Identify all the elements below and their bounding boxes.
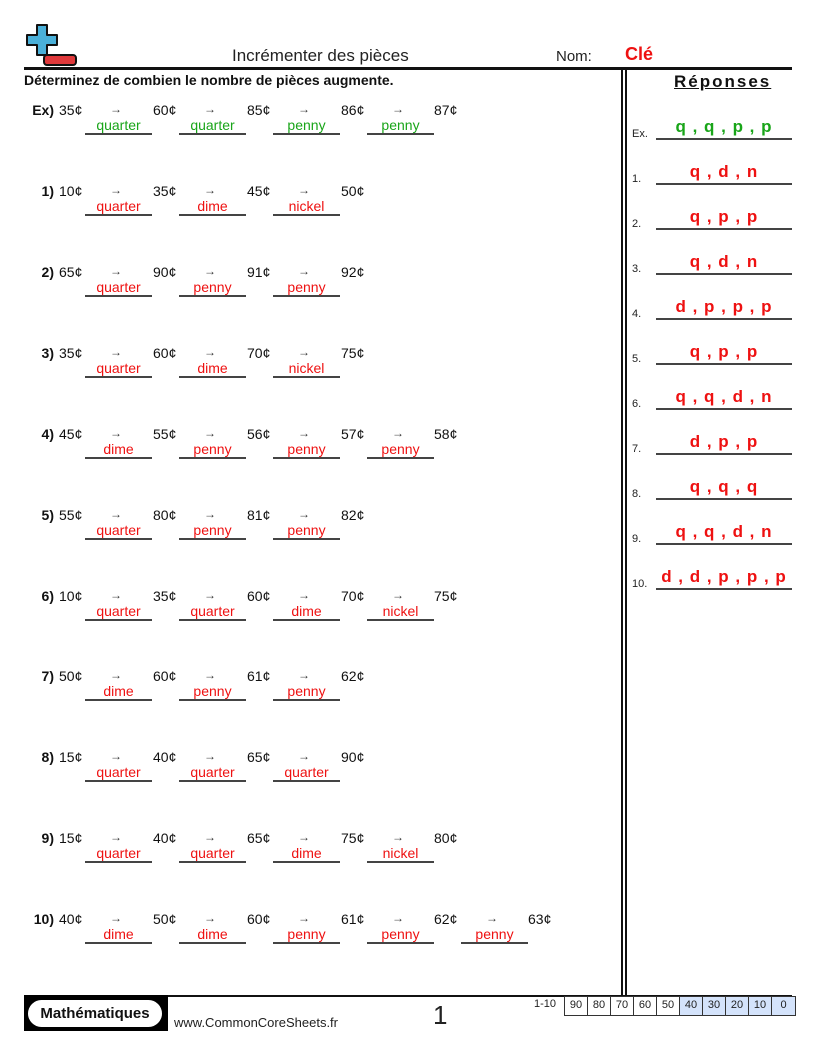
arrow-right-icon: → xyxy=(298,911,310,925)
answer-number: 4. xyxy=(632,308,642,320)
score-cell: 40 xyxy=(680,997,703,1015)
amount-value: 61¢ xyxy=(247,668,271,684)
arrow-right-icon: → xyxy=(110,426,122,440)
arrow-right-icon: → xyxy=(110,264,122,278)
coin-answer-blank[interactable]: dime xyxy=(179,360,246,378)
name-label: Nom: xyxy=(556,48,592,65)
arrow-right-icon: → xyxy=(486,911,498,925)
arrow-right-icon: → xyxy=(110,830,122,844)
score-cell: 10 xyxy=(749,997,772,1015)
coin-answer-blank[interactable]: dime xyxy=(179,926,246,944)
amount-value: 87¢ xyxy=(434,102,458,118)
answer-row xyxy=(632,116,792,140)
answer-number: 7. xyxy=(632,443,642,455)
coin-answer-blank[interactable]: penny xyxy=(179,522,246,540)
arrow-right-icon: → xyxy=(298,830,310,844)
amount-value: 91¢ xyxy=(247,264,271,280)
arrow-right-icon: → xyxy=(110,345,122,359)
arrow-right-icon: → xyxy=(298,668,310,682)
answer-row xyxy=(632,521,792,545)
amount-value: 56¢ xyxy=(247,426,271,442)
score-cell: 20 xyxy=(726,997,749,1015)
amount-value: 35¢ xyxy=(59,102,83,118)
problem-row xyxy=(0,911,620,971)
problem-number: 10) xyxy=(33,911,54,927)
amount-value: 63¢ xyxy=(528,911,552,927)
amount-value: 65¢ xyxy=(247,830,271,846)
arrow-right-icon: → xyxy=(298,426,310,440)
arrow-right-icon: → xyxy=(204,183,216,197)
answer-value[interactable]: q , q , d , n xyxy=(656,523,792,545)
answer-row xyxy=(632,431,792,455)
problem-number: 6) xyxy=(41,588,54,604)
amount-value: 40¢ xyxy=(153,749,177,765)
arrow-right-icon: → xyxy=(392,830,404,844)
answer-row xyxy=(632,386,792,410)
coin-answer-blank[interactable]: quarter xyxy=(179,117,246,135)
coin-answer-blank[interactable]: penny xyxy=(273,279,340,297)
problem-row xyxy=(0,588,620,648)
coin-answer-blank[interactable]: quarter xyxy=(85,198,152,216)
score-cell: 80 xyxy=(588,997,611,1015)
example-problem xyxy=(0,102,620,162)
amount-value: 60¢ xyxy=(153,668,177,684)
arrow-right-icon: → xyxy=(298,507,310,521)
amount-value: 50¢ xyxy=(341,183,365,199)
score-range-label: 1-10 xyxy=(534,998,557,1010)
amount-value: 57¢ xyxy=(341,426,365,442)
answer-value[interactable]: d , d , p , p , p xyxy=(656,568,792,590)
arrow-right-icon: → xyxy=(392,588,404,602)
amount-value: 35¢ xyxy=(153,588,177,604)
answers-title: Réponses xyxy=(674,72,772,91)
answer-row xyxy=(632,296,792,320)
coin-answer-blank[interactable]: dime xyxy=(85,926,152,944)
arrow-right-icon: → xyxy=(392,911,404,925)
arrow-right-icon: → xyxy=(392,102,404,116)
problem-number: 9) xyxy=(41,830,54,846)
amount-value: 58¢ xyxy=(434,426,458,442)
amount-value: 10¢ xyxy=(59,588,83,604)
coin-answer-blank[interactable]: quarter xyxy=(273,764,340,782)
arrow-right-icon: → xyxy=(110,668,122,682)
site-url: www.CommonCoreSheets.fr xyxy=(174,1015,338,1030)
problem-row xyxy=(0,830,620,890)
answer-value[interactable]: d , p , p xyxy=(656,433,792,455)
amount-value: 50¢ xyxy=(59,668,83,684)
arrow-right-icon: → xyxy=(204,668,216,682)
amount-value: 70¢ xyxy=(341,588,365,604)
arrow-right-icon: → xyxy=(298,102,310,116)
coin-answer-blank[interactable]: penny xyxy=(461,926,528,944)
page-number: 1 xyxy=(433,1000,448,1030)
arrow-right-icon: → xyxy=(204,588,216,602)
amount-value: 60¢ xyxy=(247,911,271,927)
arrow-right-icon: → xyxy=(204,911,216,925)
arrow-right-icon: → xyxy=(110,507,122,521)
column-divider xyxy=(621,67,627,997)
answer-value[interactable]: q , q , d , n xyxy=(656,388,792,410)
arrow-right-icon: → xyxy=(298,345,310,359)
coin-answer-blank[interactable]: quarter xyxy=(85,764,152,782)
problem-row xyxy=(0,507,620,567)
amount-value: 82¢ xyxy=(341,507,365,523)
coin-answer-blank[interactable]: quarter xyxy=(85,360,152,378)
arrow-right-icon: → xyxy=(110,183,122,197)
coin-answer-blank[interactable]: dime xyxy=(85,683,152,701)
answer-row xyxy=(632,566,792,590)
problem-number: 3) xyxy=(41,345,54,361)
arrow-right-icon: → xyxy=(110,588,122,602)
answer-number: 2. xyxy=(632,218,642,230)
amount-value: 40¢ xyxy=(153,830,177,846)
amount-value: 90¢ xyxy=(341,749,365,765)
instructions: Déterminez de combien le nombre de pièces augmente. xyxy=(24,72,394,88)
arrow-right-icon: → xyxy=(110,102,122,116)
score-cell: 70 xyxy=(611,997,634,1015)
amount-value: 75¢ xyxy=(434,588,458,604)
problem-number: Ex) xyxy=(32,102,54,118)
amount-value: 65¢ xyxy=(59,264,83,280)
amount-value: 70¢ xyxy=(247,345,271,361)
coin-answer-blank[interactable]: quarter xyxy=(179,845,246,863)
brand-label: Mathématiques xyxy=(28,1000,162,1027)
amount-value: 62¢ xyxy=(341,668,365,684)
coin-answer-blank[interactable]: penny xyxy=(179,441,246,459)
score-cell: 50 xyxy=(657,997,680,1015)
amount-value: 60¢ xyxy=(153,345,177,361)
amount-value: 60¢ xyxy=(153,102,177,118)
amount-value: 35¢ xyxy=(153,183,177,199)
arrow-right-icon: → xyxy=(204,426,216,440)
coin-answer-blank[interactable]: penny xyxy=(367,117,434,135)
coin-answer-blank[interactable]: quarter xyxy=(85,117,152,135)
arrow-right-icon: → xyxy=(204,264,216,278)
coin-answer-blank[interactable]: quarter xyxy=(179,603,246,621)
problem-row xyxy=(0,749,620,809)
header-rule xyxy=(24,67,792,70)
arrow-right-icon: → xyxy=(298,588,310,602)
amount-value: 65¢ xyxy=(247,749,271,765)
arrow-right-icon: → xyxy=(110,749,122,763)
arrow-right-icon: → xyxy=(298,183,310,197)
answer-number: Ex. xyxy=(632,128,648,140)
problem-number: 7) xyxy=(41,668,54,684)
answer-row xyxy=(632,476,792,500)
amount-value: 15¢ xyxy=(59,830,83,846)
score-table xyxy=(564,996,796,1016)
amount-value: 40¢ xyxy=(59,911,83,927)
answer-value[interactable]: q , d , n xyxy=(656,163,792,185)
amount-value: 86¢ xyxy=(341,102,365,118)
coin-answer-blank[interactable]: nickel xyxy=(273,360,340,378)
amount-value: 50¢ xyxy=(153,911,177,927)
amount-value: 45¢ xyxy=(247,183,271,199)
score-cell: 90 xyxy=(565,997,588,1015)
amount-value: 15¢ xyxy=(59,749,83,765)
coin-answer-blank[interactable]: quarter xyxy=(85,279,152,297)
coin-answer-blank[interactable]: penny xyxy=(179,683,246,701)
coin-answer-blank[interactable]: dime xyxy=(85,441,152,459)
answer-value[interactable]: q , p , p xyxy=(656,208,792,230)
problem-row xyxy=(0,183,620,243)
problem-row xyxy=(0,345,620,405)
arrow-right-icon: → xyxy=(392,426,404,440)
answer-value[interactable]: q , p , p xyxy=(656,343,792,365)
score-cell: 30 xyxy=(703,997,726,1015)
problem-number: 8) xyxy=(41,749,54,765)
plus-minus-logo-icon xyxy=(24,24,80,66)
answer-row xyxy=(632,341,792,365)
arrow-right-icon: → xyxy=(204,102,216,116)
arrow-right-icon: → xyxy=(204,345,216,359)
coin-answer-blank[interactable]: nickel xyxy=(367,845,434,863)
coin-answer-blank[interactable]: quarter xyxy=(85,845,152,863)
coin-answer-blank[interactable]: quarter xyxy=(85,522,152,540)
arrow-right-icon: → xyxy=(204,507,216,521)
coin-answer-blank[interactable]: dime xyxy=(273,845,340,863)
amount-value: 75¢ xyxy=(341,830,365,846)
answer-row xyxy=(632,206,792,230)
coin-answer-blank[interactable]: penny xyxy=(273,522,340,540)
problem-number: 2) xyxy=(41,264,54,280)
amount-value: 92¢ xyxy=(341,264,365,280)
arrow-right-icon: → xyxy=(298,749,310,763)
answer-number: 3. xyxy=(632,263,642,275)
answer-value[interactable]: q , q , q xyxy=(656,478,792,500)
amount-value: 85¢ xyxy=(247,102,271,118)
answer-number: 1. xyxy=(632,173,642,185)
answer-number: 6. xyxy=(632,398,642,410)
amount-value: 81¢ xyxy=(247,507,271,523)
amount-value: 55¢ xyxy=(153,426,177,442)
amount-value: 35¢ xyxy=(59,345,83,361)
answer-number: 8. xyxy=(632,488,642,500)
amount-value: 61¢ xyxy=(341,911,365,927)
score-cell: 60 xyxy=(634,997,657,1015)
arrow-right-icon: → xyxy=(204,749,216,763)
problem-row xyxy=(0,668,620,728)
answer-row xyxy=(632,251,792,275)
coin-answer-blank[interactable]: quarter xyxy=(85,603,152,621)
coin-answer-blank[interactable]: dime xyxy=(179,198,246,216)
amount-value: 45¢ xyxy=(59,426,83,442)
answer-value[interactable]: q , d , n xyxy=(656,253,792,275)
name-value: Clé xyxy=(625,44,654,64)
answer-number: 5. xyxy=(632,353,642,365)
arrow-right-icon: → xyxy=(110,911,122,925)
coin-answer-blank[interactable]: penny xyxy=(179,279,246,297)
amount-value: 75¢ xyxy=(341,345,365,361)
arrow-right-icon: → xyxy=(298,264,310,278)
answer-number: 10. xyxy=(632,578,648,590)
worksheet-title: Incrémenter des pièces xyxy=(232,46,409,65)
coin-answer-blank[interactable]: penny xyxy=(367,926,434,944)
coin-answer-blank[interactable]: quarter xyxy=(179,764,246,782)
amount-value: 90¢ xyxy=(153,264,177,280)
answer-row xyxy=(632,161,792,185)
problem-number: 1) xyxy=(41,183,54,199)
coin-answer-blank[interactable]: dime xyxy=(273,603,340,621)
answer-value[interactable]: d , p , p , p xyxy=(656,298,792,320)
problem-number: 5) xyxy=(41,507,54,523)
amount-value: 80¢ xyxy=(153,507,177,523)
problem-row xyxy=(0,426,620,486)
amount-value: 55¢ xyxy=(59,507,83,523)
score-cell: 0 xyxy=(772,997,795,1015)
amount-value: 80¢ xyxy=(434,830,458,846)
amount-value: 60¢ xyxy=(247,588,271,604)
problem-number: 4) xyxy=(41,426,54,442)
answer-number: 9. xyxy=(632,533,642,545)
coin-answer-blank[interactable]: penny xyxy=(273,441,340,459)
arrow-right-icon: → xyxy=(204,830,216,844)
amount-value: 10¢ xyxy=(59,183,83,199)
coin-answer-blank[interactable]: penny xyxy=(273,683,340,701)
coin-answer-blank[interactable]: nickel xyxy=(367,603,434,621)
answer-value[interactable]: q , q , p , p xyxy=(656,118,792,140)
coin-answer-blank[interactable]: penny xyxy=(367,441,434,459)
coin-answer-blank[interactable]: penny xyxy=(273,117,340,135)
coin-answer-blank[interactable]: nickel xyxy=(273,198,340,216)
problem-row xyxy=(0,264,620,324)
coin-answer-blank[interactable]: penny xyxy=(273,926,340,944)
amount-value: 62¢ xyxy=(434,911,458,927)
